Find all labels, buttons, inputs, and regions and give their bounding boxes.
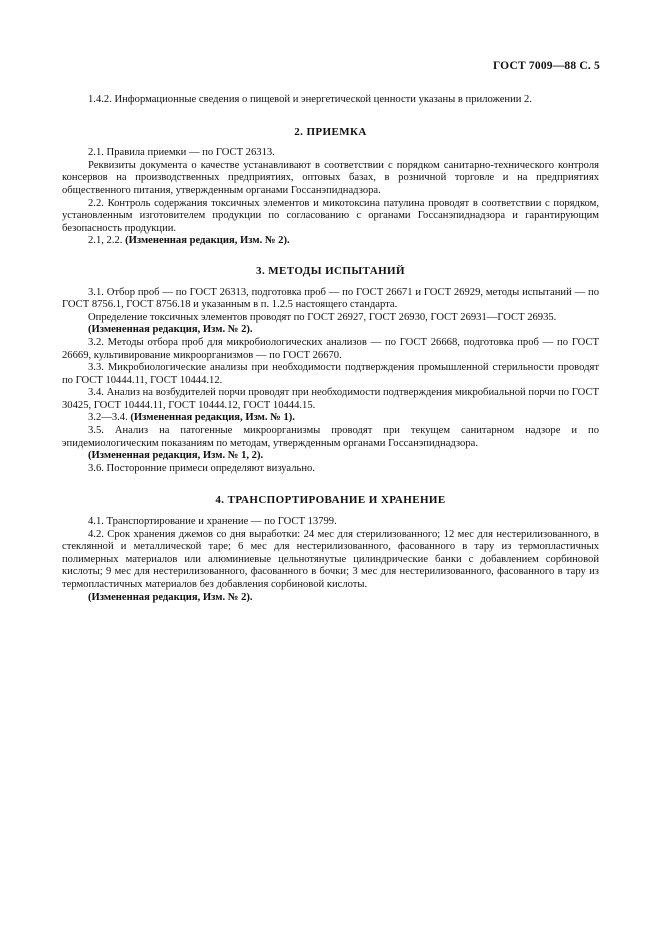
paragraph-3-4: 3.4. Анализ на возбудителей порчи проводят при необходимости подтверждения микробиальной порчи по ГОСТ 30425, ГОСТ 10444.11, ГОСТ 10444.12, ГОСТ 10444.15.	[62, 387, 599, 411]
paragraph-3-3: 3.3. Микробиологические анализы при необходимости подтверждения промышленной стерильности проводят по ГОСТ 10444.11, ГОСТ 10444.12.	[62, 362, 599, 386]
paragraph-3-2: 3.2. Методы отбора проб для микробиологических анализов — по ГОСТ 26668, подготовка проб — по ГОСТ 26669, культивирование микроорганизмов — по ГОСТ 26670.	[62, 336, 599, 361]
paragraph-3-6: 3.6. Посторонние примеси определяют визуально.	[88, 462, 315, 474]
paragraph-1-4-2: 1.4.2. Информационные сведения о пищевой и энергетической ценности указаны в приложении 2.	[88, 94, 532, 105]
amendment-text: (Измененная редакция, Изм. № 2).	[125, 235, 290, 247]
section-3-heading: 3. МЕТОДЫ ИСПЫТАНИЙ	[256, 264, 405, 277]
paragraph-quality-doc: Реквизиты документа о качестве устанавливают в соответствии с порядком санитарно-технического контроля консервов на производственных предприятиях, оптовых базах, в розничной торговле и на предприятиях общественного питания, утвержденным органами Госсанэпиднадзора.	[62, 159, 599, 196]
section-4-heading: 4. ТРАНСПОРТИРОВАНИЕ И ХРАНЕНИЕ	[215, 494, 446, 507]
amendment-ref: 2.1, 2.2.	[88, 235, 123, 247]
paragraph-3-5: 3.5. Анализ на патогенные микроорганизмы проводят при текущем санитарном надзоре и по эпидемиологическим показаниям по методам, утвержденным органами Госсанэпиднадзора.	[62, 425, 599, 449]
paragraph-4-2: 4.2. Срок хранения джемов со дня выработки: 24 мес для стерилизованного; 12 мес для нестерилизованного, в стеклянной и металлической таре; 6 мес для нестерилизованного, фасованного в тару из термопластичных полимерных материалов или алюминиевые цельнотянутые цилиндрические банки с добавлением сорбиновой кислоты; 9 мес для нестерилизованного, фасованного в бочки; 3 мес для нестерилизованного, фасованного в тару из термопластичных материалов без добавления сорбиновой кислоты.	[62, 528, 599, 590]
paragraph-toxic-elements: Определение токсичных элементов проводят по ГОСТ 26927, ГОСТ 26930, ГОСТ 26931—ГОСТ 26935.	[88, 311, 557, 323]
amendment-text: (Измененная редакция, Изм. № 1).	[130, 412, 295, 424]
paragraph-2-1: 2.1. Правила приемки — по ГОСТ 26313.	[88, 147, 275, 159]
amendment-ref: 3.2—3.4.	[88, 412, 128, 424]
amendment-note: (Измененная редакция, Изм. № 2).	[88, 591, 253, 603]
document-body	[62, 94, 599, 604]
amendment-note: (Измененная редакция, Изм. № 2).	[88, 324, 253, 336]
section-2-heading: 2. ПРИЕМКА	[294, 125, 367, 138]
amendment-note-2-1-2-2	[62, 235, 599, 248]
paragraph-3-1: 3.1. Отбор проб — по ГОСТ 26313, подготовка проб — по ГОСТ 26671 и ГОСТ 26929, методы испытаний — по ГОСТ 8756.1, ГОСТ 8756.18 и указанным в п. 1.2.5 настоящего стандарта.	[62, 286, 599, 311]
amendment-note-3-2-3-4	[62, 412, 599, 425]
page-header: ГОСТ 7009—88 С. 5	[492, 60, 600, 72]
paragraph-4-1: 4.1. Транспортирование и хранение — по ГОСТ 13799.	[88, 516, 337, 528]
paragraph-2-2: 2.2. Контроль содержания токсичных элементов и микотоксина патулина проводят в соответствии с порядком, установленным изготовителем продукции по согласованию с органами Госсанэпиднадзора и гарантирующим безопасность продукции.	[62, 197, 599, 234]
amendment-note: (Измененная редакция, Изм. № 1, 2).	[88, 450, 264, 462]
